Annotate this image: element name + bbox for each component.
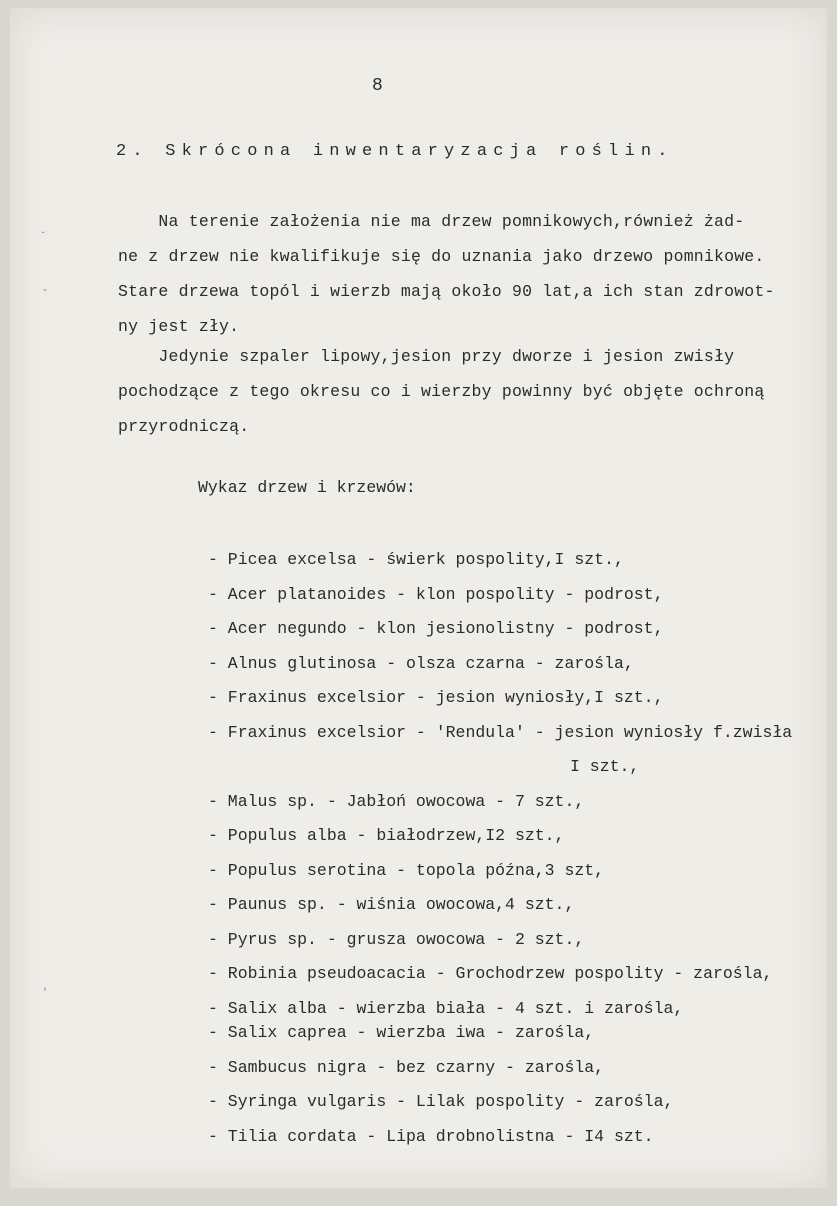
list-title: Wykaz drzew i krzewów: <box>198 478 416 497</box>
section-heading: 2. Skrócona inwentaryzacja roślin. <box>116 142 674 161</box>
paragraph-line: Na terenie założenia nie ma drzew pomnikowych,również żad- <box>118 212 745 231</box>
species-item: - Populus alba - białodrzew,I2 szt., <box>208 826 565 845</box>
species-item: - Sambucus nigra - bez czarny - zarośla, <box>208 1057 605 1077</box>
species-item: - Acer platanoides - klon pospolity - podrost, <box>208 584 664 604</box>
species-item: - Populus serotina - topola późna,3 szt, <box>208 860 605 880</box>
species-item: - Acer negundo - klon jesionolistny - podrost, <box>208 619 664 638</box>
margin-mark: ˇ <box>40 232 47 243</box>
species-item: - Robinia pseudoacacia - Grochodrzew pospolity - zarośla, <box>208 964 773 983</box>
species-item: - Salix alba - wierzba biała - 4 szt. i zarośla, <box>208 998 684 1018</box>
paragraph-line: przyrodniczą. <box>118 417 250 436</box>
page-number: 8 <box>372 76 383 96</box>
paragraph-line: ne z drzew nie kwalifikuje się do uznania jako drzewo pomnikowe. <box>118 247 765 266</box>
margin-mark: ' <box>42 988 49 999</box>
species-item: - Malus sp. - Jabłoń owocowa - 7 szt., <box>208 791 585 811</box>
paragraph-monument-trees <box>118 204 808 344</box>
paragraph-protection <box>118 339 808 444</box>
species-item: - Fraxinus excelsior - jesion wyniosły,I szt., <box>208 688 664 707</box>
species-list <box>208 543 818 1154</box>
paragraph-line: pochodzące z tego okresu co i wierzby powinny być objęte ochroną <box>118 382 765 401</box>
species-item: - Paunus sp. - wiśnia owocowa,4 szt., <box>208 895 575 914</box>
species-item: - Alnus glutinosa - olsza czarna - zarośla, <box>208 653 634 673</box>
species-item: - Salix caprea - wierzba iwa - zarośla, <box>208 1023 595 1042</box>
margin-mark: - <box>42 286 49 297</box>
species-item: - Pyrus sp. - grusza owocowa - 2 szt., <box>208 929 585 949</box>
species-item: - Fraxinus excelsior - 'Rendula' - jesion wyniosły f.zwisła <box>208 722 793 742</box>
species-item: - Picea excelsa - świerk pospolity,I szt., <box>208 550 624 569</box>
paragraph-line: Jedynie szpaler lipowy,jesion przy dworze i jesion zwisły <box>118 347 735 366</box>
species-item-continuation: I szt., <box>570 757 640 776</box>
species-item: - Tilia cordata - Lipa drobnolistna - I4 szt. <box>208 1126 654 1146</box>
document-page <box>10 8 827 1188</box>
paragraph-line: ny jest zły. <box>118 317 240 336</box>
species-item: - Syringa vulgaris - Lilak pospolity - zarośla, <box>208 1092 674 1111</box>
paragraph-line: Stare drzewa topól i wierzb mają około 90 lat,a ich stan zdrowot- <box>118 282 775 301</box>
